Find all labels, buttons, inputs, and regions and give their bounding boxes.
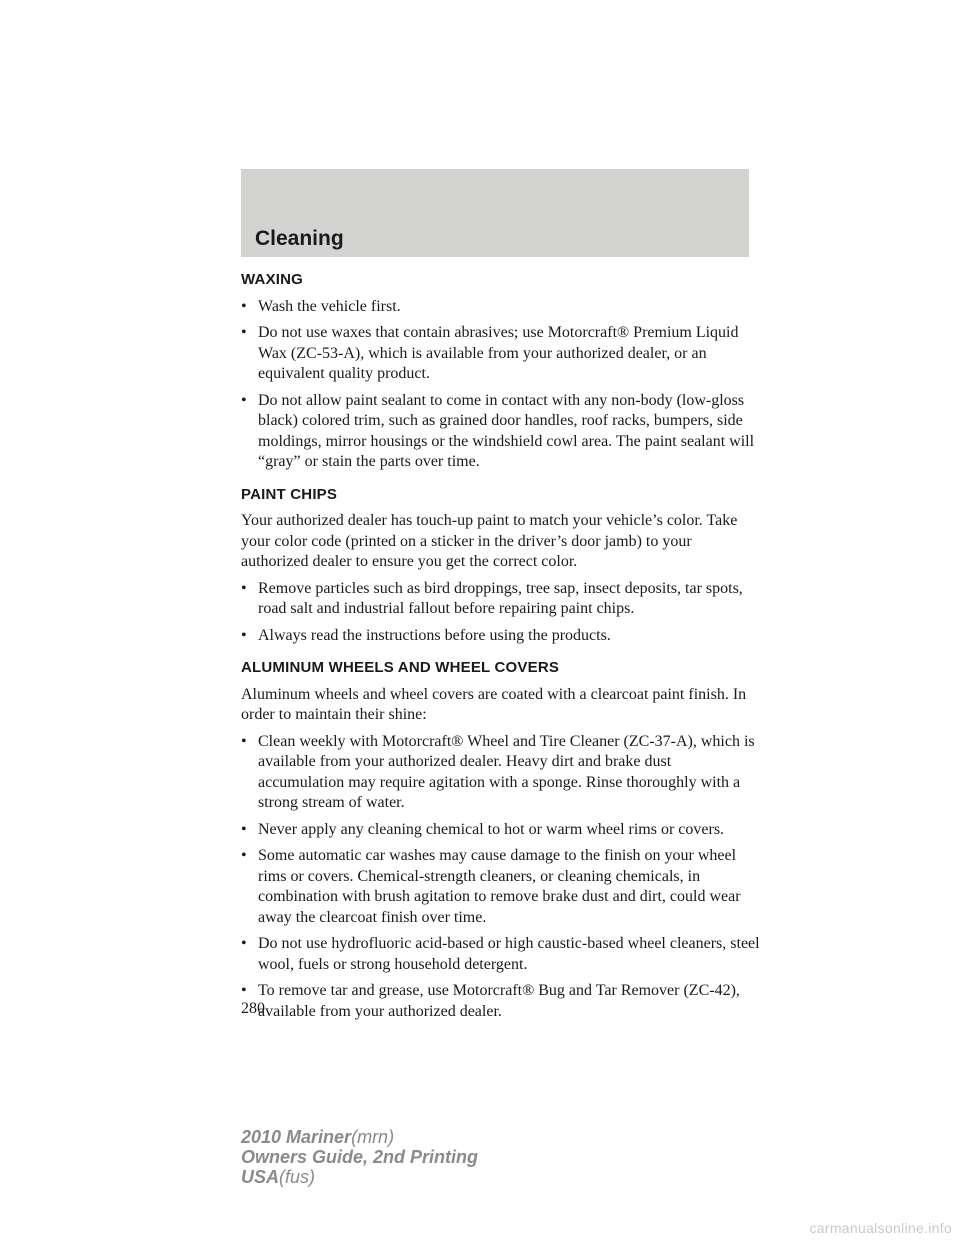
list-item-text: Remove particles such as bird droppings, tree sap, insect deposits, tar spots, road salt and industrial fallout before repairing paint chips. xyxy=(258,579,743,617)
list-item-text: Some automatic car washes may cause damage to the finish on your wheel rims or covers. Chemical-strength cleaners, or cleaning chemicals, in combination with brush agitation to remove brake dust and dirt, could wear away the clearcoat finish over time. xyxy=(258,847,741,926)
bullet-icon: • xyxy=(241,935,247,952)
bullet-list xyxy=(241,732,761,1023)
footer-model-code: (mrn) xyxy=(351,1127,395,1147)
list-item xyxy=(241,323,761,385)
list-item xyxy=(241,981,761,1022)
list-item xyxy=(241,846,761,928)
list-item xyxy=(241,732,761,814)
bullet-icon: • xyxy=(241,626,247,644)
footer-region-code: (fus) xyxy=(279,1167,316,1187)
section-heading: ALUMINUM WHEELS AND WHEEL COVERS xyxy=(241,659,560,676)
paragraph: Aluminum wheels and wheel covers are coated with a clearcoat paint finish. In order to maintain their shine: xyxy=(241,685,747,723)
bullet-list xyxy=(241,579,761,647)
list-item xyxy=(241,391,761,473)
bullet-icon: • xyxy=(241,391,247,409)
list-item-text: Clean weekly with Motorcraft® Wheel and Tire Cleaner (ZC-37-A), which is available from your authorized dealer. Heavy dirt and brake dust accumulation may require agitation with a sponge. Rinse thoroughly with a strong stream of water. xyxy=(258,732,755,811)
section-waxing xyxy=(241,270,761,473)
list-item-text: Never apply any cleaning chemical to hot or warm wheel rims or covers. xyxy=(258,820,725,838)
section-title: Cleaning xyxy=(255,227,344,250)
footer-region: USA xyxy=(241,1167,280,1187)
list-item-text: To remove tar and grease, use Motorcraft® Bug and Tar Remover (ZC-42), available from your authorized dealer. xyxy=(258,982,740,1020)
list-item-text: Do not use hydrofluoric acid-based or high caustic-based wheel cleaners, steel wool, fuels or strong household detergent. xyxy=(258,935,760,973)
document-footer xyxy=(241,1127,478,1187)
section-paint-chips xyxy=(241,485,761,647)
list-item-text: Do not use waxes that contain abrasives; use Motorcraft® Premium Liquid Wax (ZC-53-A), which is available from your authorized dealer, or an equivalent quality product. xyxy=(258,324,739,382)
page-content xyxy=(241,270,761,1034)
list-item-text: Always read the instructions before using the products. xyxy=(258,626,611,644)
bullet-icon: • xyxy=(241,847,247,864)
page-number: 280 xyxy=(241,1000,265,1017)
footer-line-edition: Owners Guide, 2nd Printing xyxy=(241,1147,479,1167)
list-item xyxy=(241,579,761,620)
section-aluminum-wheels xyxy=(241,658,761,1022)
list-item-text: Do not allow paint sealant to come in contact with any non-body (low-gloss black) colored trim, such as grained door handles, roof racks, bumpers, side moldings, mirror housings or the windshield cowl area. The paint sealant will “gray” or stain the parts over time. xyxy=(258,391,755,470)
section-heading: PAINT CHIPS xyxy=(241,485,338,503)
section-heading: WAXING xyxy=(241,271,304,288)
bullet-icon: • xyxy=(241,297,247,315)
bullet-list xyxy=(241,297,761,473)
bullet-icon: • xyxy=(241,324,247,341)
bullet-icon: • xyxy=(241,732,247,750)
section-header-band xyxy=(241,169,749,257)
list-item xyxy=(241,820,761,841)
footer-line-model xyxy=(241,1127,478,1147)
list-item xyxy=(241,626,761,647)
bullet-icon: • xyxy=(241,579,247,597)
footer-model: 2010 Mariner xyxy=(241,1127,352,1147)
paragraph: Your authorized dealer has touch-up paint to match your vehicle’s color. Take your color code (printed on a sticker in the driver’s door jamb) to your authorized dealer to ensure you get the correct color. xyxy=(241,512,738,570)
bullet-icon: • xyxy=(241,982,247,999)
list-item xyxy=(241,934,761,975)
watermark-text: carmanualsonline.info xyxy=(809,1220,952,1236)
bullet-icon: • xyxy=(241,820,247,838)
list-item-text: Wash the vehicle first. xyxy=(258,297,401,315)
list-item xyxy=(241,297,761,318)
footer-line-region xyxy=(241,1167,478,1187)
